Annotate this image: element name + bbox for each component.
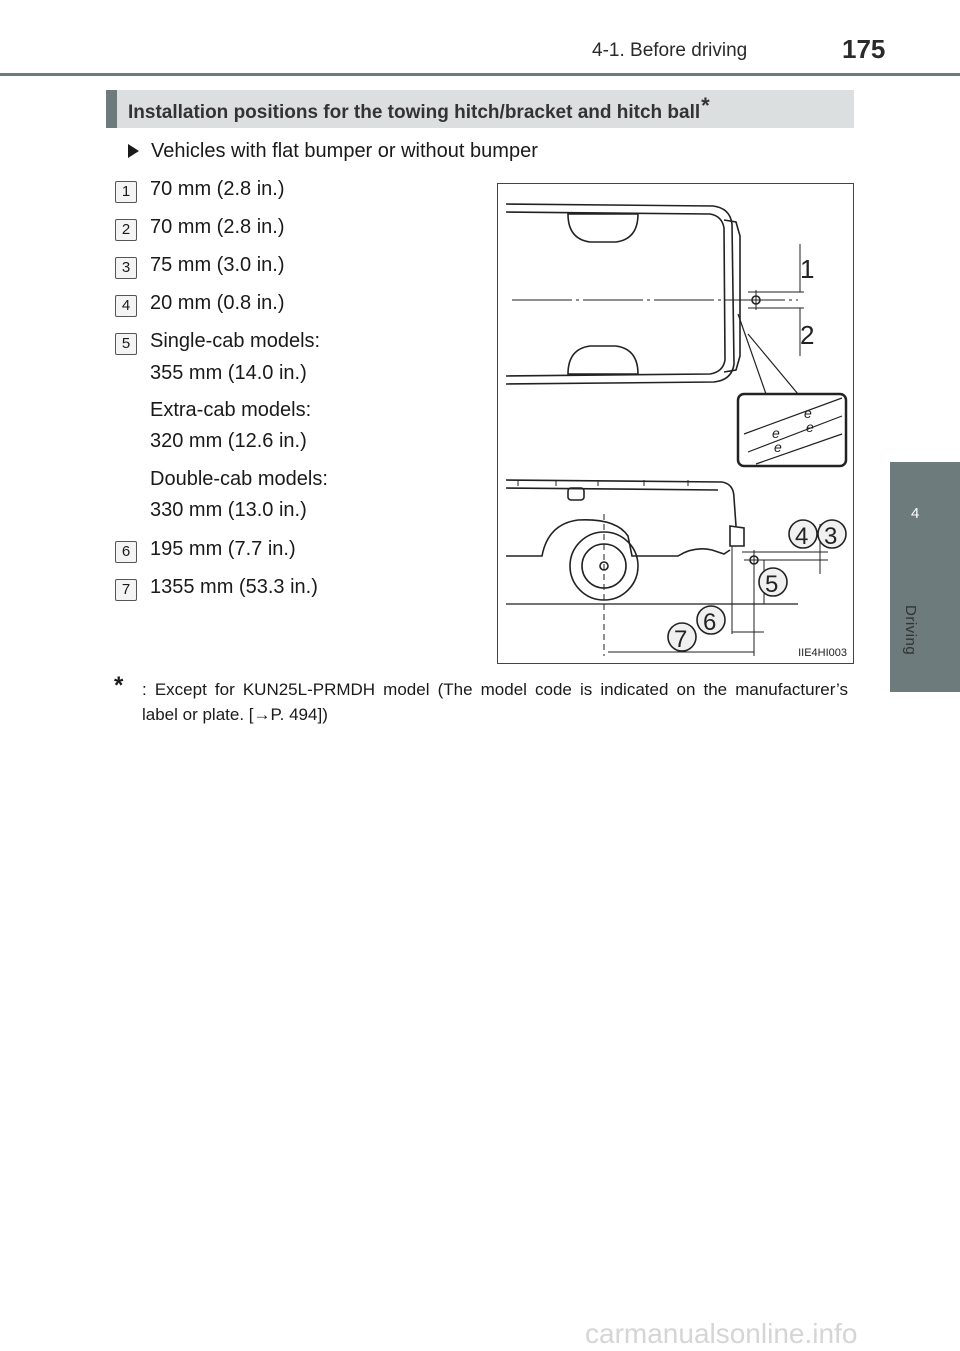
item-number-badge: 3	[115, 257, 137, 279]
subheading	[128, 140, 538, 163]
callout-2: 2	[800, 320, 815, 350]
item-text: 75 mm (3.0 in.)	[150, 254, 285, 276]
callout-1: 1	[800, 254, 815, 284]
banner-accent-bar	[106, 90, 117, 128]
detail-inset	[738, 394, 846, 466]
item-continuation: 320 mm (12.6 in.)	[150, 430, 307, 452]
side-view-truck	[506, 480, 744, 600]
section-title	[128, 93, 710, 124]
watermark: carmanualsonline.info	[585, 1318, 858, 1349]
svg-text:e: e	[804, 405, 812, 421]
running-header-section: 4-1. Before driving	[592, 40, 748, 61]
footnote-star: *	[114, 672, 124, 699]
page-number: 175	[842, 34, 886, 64]
item-text: 70 mm (2.8 in.)	[150, 178, 285, 200]
truck-diagram	[498, 184, 853, 663]
item-number-badge: 1	[115, 181, 137, 203]
subheading-text: Vehicles with flat bumper or without bumper	[151, 140, 538, 162]
item-text: 195 mm (7.7 in.)	[150, 538, 296, 560]
section-title-star: *	[701, 93, 710, 118]
item-number-badge: 6	[115, 541, 137, 563]
item-number-badge: 7	[115, 579, 137, 601]
svg-text:e: e	[806, 419, 814, 435]
header-rule	[0, 73, 960, 76]
item-continuation: Extra-cab models:	[150, 399, 312, 421]
callout-3: 3	[824, 523, 838, 550]
section-banner	[106, 90, 854, 128]
item-text: 1355 mm (53.3 in.)	[150, 576, 318, 598]
callout-5: 5	[765, 571, 779, 598]
callout-4: 4	[795, 523, 809, 550]
callout-7: 7	[674, 626, 688, 653]
triangle-bullet-icon	[128, 144, 139, 158]
item-text: Single-cab models:	[150, 330, 321, 352]
item-continuation: 330 mm (13.0 in.)	[150, 499, 307, 521]
chapter-number: 4	[911, 505, 920, 522]
chapter-label: Driving	[902, 605, 919, 656]
section-title-text: Installation positions for the towing hitch/bracket and hitch ball	[128, 102, 701, 123]
callout-6: 6	[703, 609, 717, 636]
chapter-tab	[890, 462, 960, 692]
footnote-text: : Except for KUN25L-PRMDH model (The model code is indicated on the manufacturer’s label or plate. [→P. 494])	[142, 680, 848, 724]
top-view-bed	[506, 204, 740, 384]
svg-text:e: e	[772, 425, 780, 441]
item-number-badge: 4	[115, 295, 137, 317]
item-number-badge: 5	[115, 333, 137, 355]
footnote	[114, 672, 848, 727]
svg-text:e: e	[774, 439, 782, 455]
item-continuation: Double-cab models:	[150, 468, 328, 490]
item-number-badge: 2	[115, 219, 137, 241]
item-text: 70 mm (2.8 in.)	[150, 216, 285, 238]
figure-code: IIE4HI003	[798, 647, 847, 659]
item-continuation: 355 mm (14.0 in.)	[150, 362, 307, 384]
item-text: 20 mm (0.8 in.)	[150, 292, 285, 314]
hitch-position-figure	[497, 183, 854, 664]
